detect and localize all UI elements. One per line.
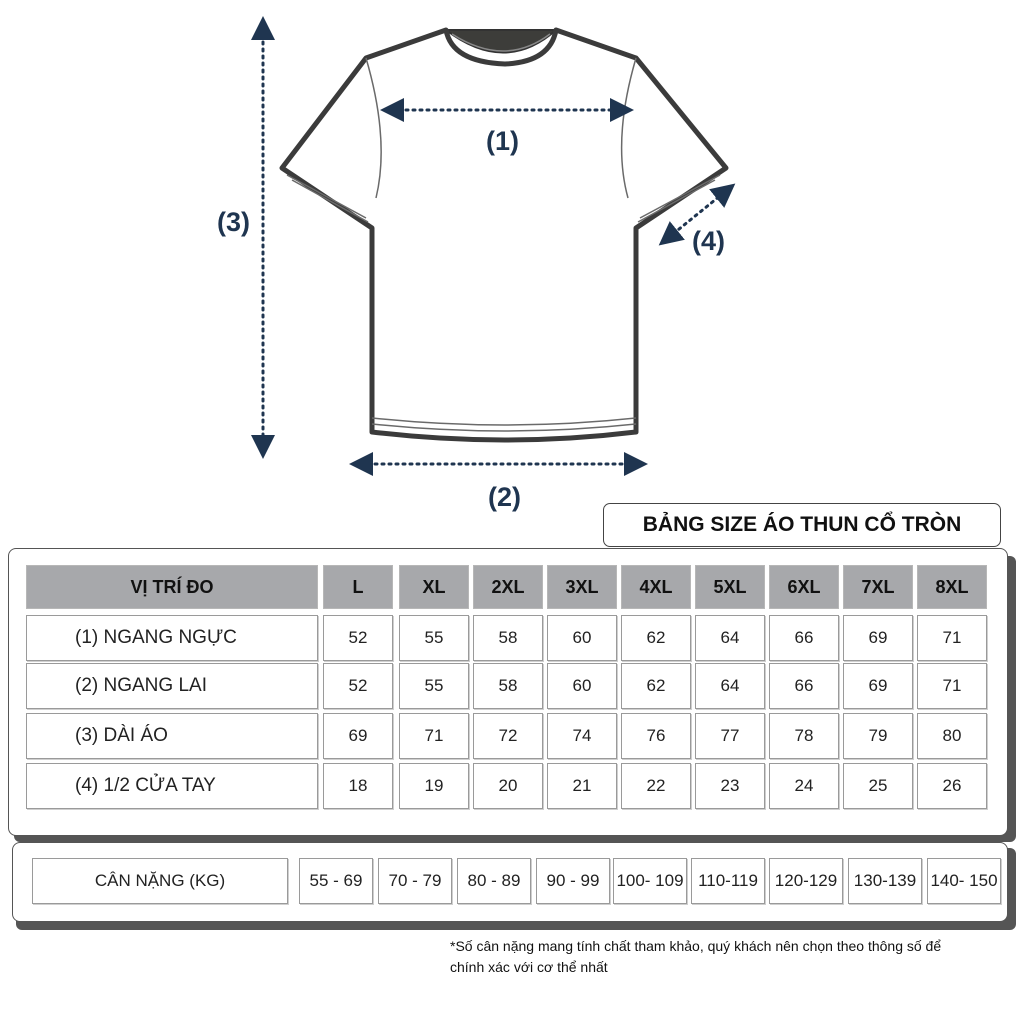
size-value-cell: 58	[473, 615, 543, 661]
size-value-cell: 74	[547, 713, 617, 759]
size-value-cell: 58	[473, 663, 543, 709]
header-size-5xl: 5XL	[695, 565, 765, 609]
header-size-3xl: 3XL	[547, 565, 617, 609]
footnote	[450, 936, 1020, 978]
weight-range-cell: 140- 150	[927, 858, 1001, 904]
size-value-cell: 79	[843, 713, 913, 759]
size-value-cell: 69	[843, 663, 913, 709]
size-value-cell: 25	[843, 763, 913, 809]
size-value-cell: 23	[695, 763, 765, 809]
weight-range-cell: 80 - 89	[457, 858, 531, 904]
weight-range-cell: 100- 109	[613, 858, 687, 904]
table-title: BẢNG SIZE ÁO THUN CỔ TRÒN	[603, 503, 1001, 547]
measure-label-sleeve: (4)	[692, 226, 725, 256]
size-value-cell: 24	[769, 763, 839, 809]
size-value-cell: 71	[917, 663, 987, 709]
size-value-cell: 66	[769, 615, 839, 661]
size-value-cell: 55	[399, 663, 469, 709]
size-value-cell: 69	[323, 713, 393, 759]
header-size-6xl: 6XL	[769, 565, 839, 609]
weight-range-cell: 90 - 99	[536, 858, 610, 904]
size-value-cell: 80	[917, 713, 987, 759]
size-value-cell: 64	[695, 663, 765, 709]
weight-range-cell: 120-129	[769, 858, 843, 904]
size-value-cell: 69	[843, 615, 913, 661]
size-value-cell: 55	[399, 615, 469, 661]
size-value-cell: 71	[399, 713, 469, 759]
size-value-cell: 19	[399, 763, 469, 809]
size-value-cell: 52	[323, 615, 393, 661]
size-value-cell: 60	[547, 615, 617, 661]
header-size-l: L	[323, 565, 393, 609]
header-size-7xl: 7XL	[843, 565, 913, 609]
header-size-8xl: 8XL	[917, 565, 987, 609]
header-size-xl: XL	[399, 565, 469, 609]
weight-range-cell: 130-139	[848, 858, 922, 904]
shirt-outline	[282, 30, 726, 440]
size-value-cell: 64	[695, 615, 765, 661]
weight-table-panel	[12, 842, 1008, 922]
header-size-2xl: 2XL	[473, 565, 543, 609]
size-value-cell: 62	[621, 615, 691, 661]
measure-label-hem: (2)	[488, 482, 521, 512]
row-label: (4) 1/2 CỬA TAY	[26, 763, 318, 809]
weight-range-cell: 70 - 79	[378, 858, 452, 904]
size-value-cell: 71	[917, 615, 987, 661]
measure-label-chest: (1)	[486, 126, 519, 156]
weight-range-cell: 55 - 69	[299, 858, 373, 904]
size-value-cell: 18	[323, 763, 393, 809]
header-size-4xl: 4XL	[621, 565, 691, 609]
size-value-cell: 76	[621, 713, 691, 759]
size-value-cell: 26	[917, 763, 987, 809]
size-value-cell: 60	[547, 663, 617, 709]
size-value-cell: 52	[323, 663, 393, 709]
row-label: (1) NGANG NGỰC	[26, 615, 318, 661]
size-value-cell: 77	[695, 713, 765, 759]
size-value-cell: 21	[547, 763, 617, 809]
size-value-cell: 20	[473, 763, 543, 809]
size-value-cell: 72	[473, 713, 543, 759]
weight-range-cell: 110-119	[691, 858, 765, 904]
size-table-panel	[8, 548, 1008, 836]
weight-label: CÂN NẶNG (KG)	[32, 858, 288, 904]
size-value-cell: 22	[621, 763, 691, 809]
row-label: (2) NGANG LAI	[26, 663, 318, 709]
size-value-cell: 78	[769, 713, 839, 759]
row-label: (3) DÀI ÁO	[26, 713, 318, 759]
size-value-cell: 66	[769, 663, 839, 709]
size-value-cell: 62	[621, 663, 691, 709]
measure-label-length: (3)	[217, 207, 250, 237]
header-position: VỊ TRÍ ĐO	[26, 565, 318, 609]
footnote-line-1: *Số cân nặng mang tính chất tham khảo, quý khách nên chọn theo thông số để	[450, 938, 942, 954]
footnote-line-2: chính xác với cơ thể nhất	[450, 959, 608, 975]
